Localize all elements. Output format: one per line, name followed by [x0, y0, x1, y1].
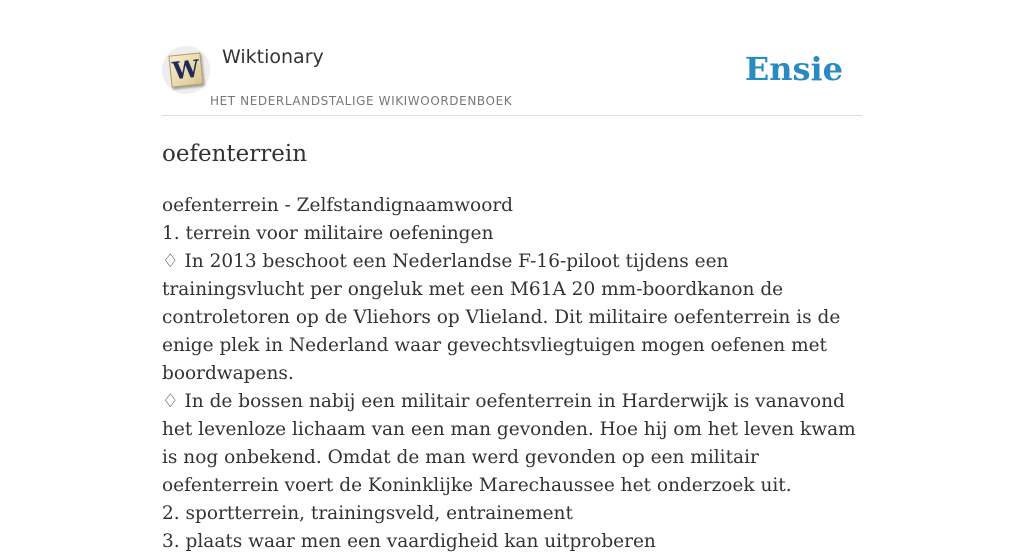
entry-heading-line: oefenterrein - Zelfstandignaamwoord	[162, 195, 514, 216]
definition-3: 3. plaats waar men een vaardigheid kan uitproberen	[162, 531, 656, 552]
site-name[interactable]: Wiktionary	[222, 46, 324, 68]
definition-2: 2. sportterrein, trainingsveld, entrainement	[162, 503, 573, 524]
site-tagline: HET NEDERLANDSTALIGE WIKIWOORDENBOEK	[210, 94, 513, 108]
header-divider	[162, 115, 862, 116]
definition-1: 1. terrein voor militaire oefeningen	[162, 223, 494, 244]
entry-title: oefenterrein	[162, 141, 308, 167]
logo-letter: W	[171, 53, 201, 86]
ensie-brand-logo[interactable]: Ensie	[744, 50, 843, 88]
entry-definition	[162, 192, 862, 556]
example-sentence-1: ♢ In 2013 beschoot een Nederlandse F-16-piloot tijdens een trainingsvlucht per ongeluk met een M61A 20 mm-boordkanon de controletoren op de Vliehors op Vlieland. Dit militaire oefenterrein is de enige plek in Nederland waar gevechtsvliegtuigen mogen oefenen met boordwapens.	[162, 251, 841, 384]
wiktionary-logo-icon	[168, 52, 203, 87]
example-sentence-2: ♢ In de bossen nabij een militair oefenterrein in Harderwijk is vanavond het levenloze lichaam van een man gevonden. Hoe hij om het leven kwam is nog onbekend. Omdat de man werd gevonden op een militair oefenterrein voert de Koninklijke Marechaussee het onderzoek uit.	[162, 391, 856, 496]
